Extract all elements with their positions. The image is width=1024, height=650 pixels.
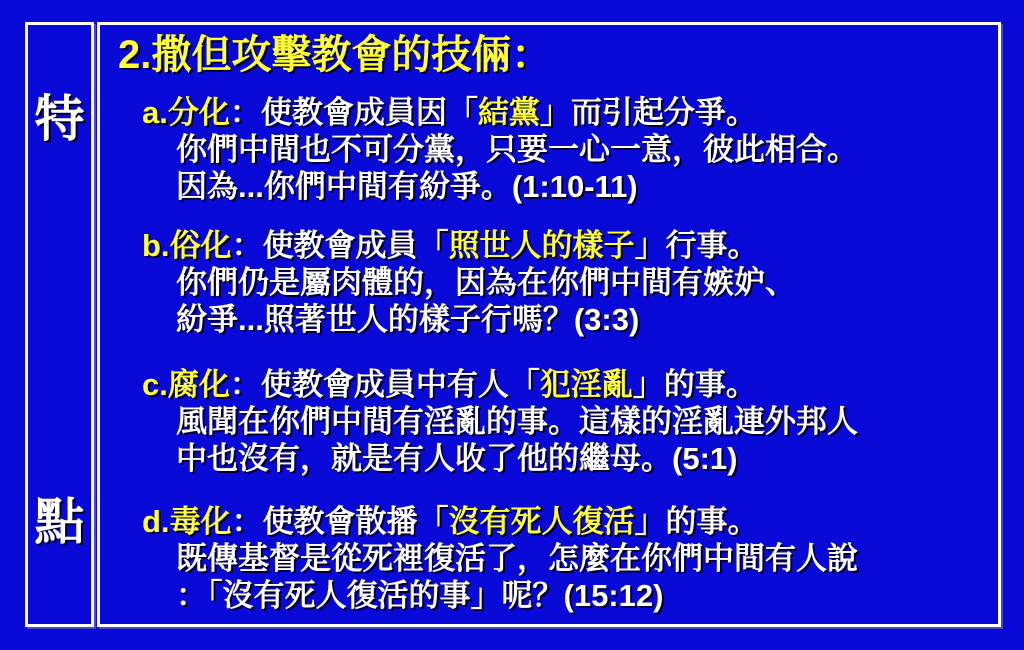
section-b-line2-text: 紛爭...照著世人的樣子行嗎？ [176, 302, 574, 337]
section-d-reference: (15:12) [563, 578, 664, 613]
section-d-line2 [142, 577, 988, 614]
section-b-post-highlight: 」行事。 [634, 228, 759, 263]
section-c-reference: (5:1) [672, 441, 738, 476]
section-b-reference: (3:3) [573, 302, 640, 337]
section-a [118, 94, 988, 205]
section-d-post-highlight: 」的事。 [634, 504, 759, 539]
section-a-reference: (1:10-11) [511, 169, 638, 204]
section-d-keyword: 毒化 [169, 504, 232, 539]
section-a-line2-text: 因為...你們中間有紛爭。 [176, 169, 512, 204]
section-d-line2-text: ：「沒有死人復活的事」呢？ [176, 578, 564, 613]
section-b-keyword: 俗化 [169, 228, 232, 263]
section-d-label: d. [142, 504, 170, 539]
section-c-heading [142, 366, 988, 403]
section-c-label: c. [142, 367, 168, 402]
section-b-highlight: 照世人的樣子 [448, 228, 635, 263]
section-d-line1: 既傳基督是從死裡復活了，怎麼在你們中間有人說 [176, 541, 858, 576]
section-c [118, 366, 988, 477]
section-a-keyword: 分化 [167, 95, 230, 130]
section-b-pre-highlight: 使教會成員「 [262, 228, 449, 263]
section-d [118, 503, 988, 614]
sidebar-label-bottom: 點 [34, 494, 85, 550]
section-c-post-highlight: 」的事。 [632, 367, 757, 402]
section-a-line1: 你們中間也不可分黨，只要一心一意，彼此相合。 [176, 132, 858, 167]
section-b [118, 227, 988, 338]
content-panel [97, 22, 1001, 627]
section-b-line2 [142, 301, 988, 338]
section-d-pre-highlight: 使教會散播「 [262, 504, 449, 539]
section-a-colon: ： [229, 95, 261, 130]
sidebar-label-top: 特 [34, 91, 85, 147]
section-c-keyword: 腐化 [167, 367, 230, 402]
section-b-label: b. [142, 228, 170, 263]
section-a-heading [142, 94, 988, 131]
section-b-heading [142, 227, 988, 264]
section-b-colon: ： [231, 228, 263, 263]
section-c-highlight: 犯淫亂 [539, 367, 633, 402]
section-d-heading [142, 503, 988, 540]
section-b-line1: 你們仍是屬肉體的，因為在你們中間有嫉妒、 [176, 265, 796, 300]
section-a-line2 [142, 168, 988, 205]
section-a-highlight: 結黨 [477, 95, 540, 130]
section-c-line2-text: 中也沒有，就是有人收了他的繼母。 [176, 441, 672, 476]
sidebar-panel [25, 22, 94, 627]
section-c-line1: 風聞在你們中間有淫亂的事。這樣的淫亂連外邦人 [176, 404, 858, 439]
section-a-label: a. [142, 95, 168, 130]
slide-title: 2.撒但攻擊教會的技倆： [118, 33, 552, 77]
section-d-colon: ： [231, 504, 263, 539]
section-c-colon: ： [229, 367, 261, 402]
section-c-line2 [142, 440, 988, 477]
section-d-highlight: 沒有死人復活 [448, 504, 635, 539]
section-c-pre-highlight: 使教會成員中有人「 [260, 367, 540, 402]
section-a-pre-highlight: 使教會成員因「 [260, 95, 478, 130]
section-a-post-highlight: 」而引起分爭。 [539, 95, 757, 130]
